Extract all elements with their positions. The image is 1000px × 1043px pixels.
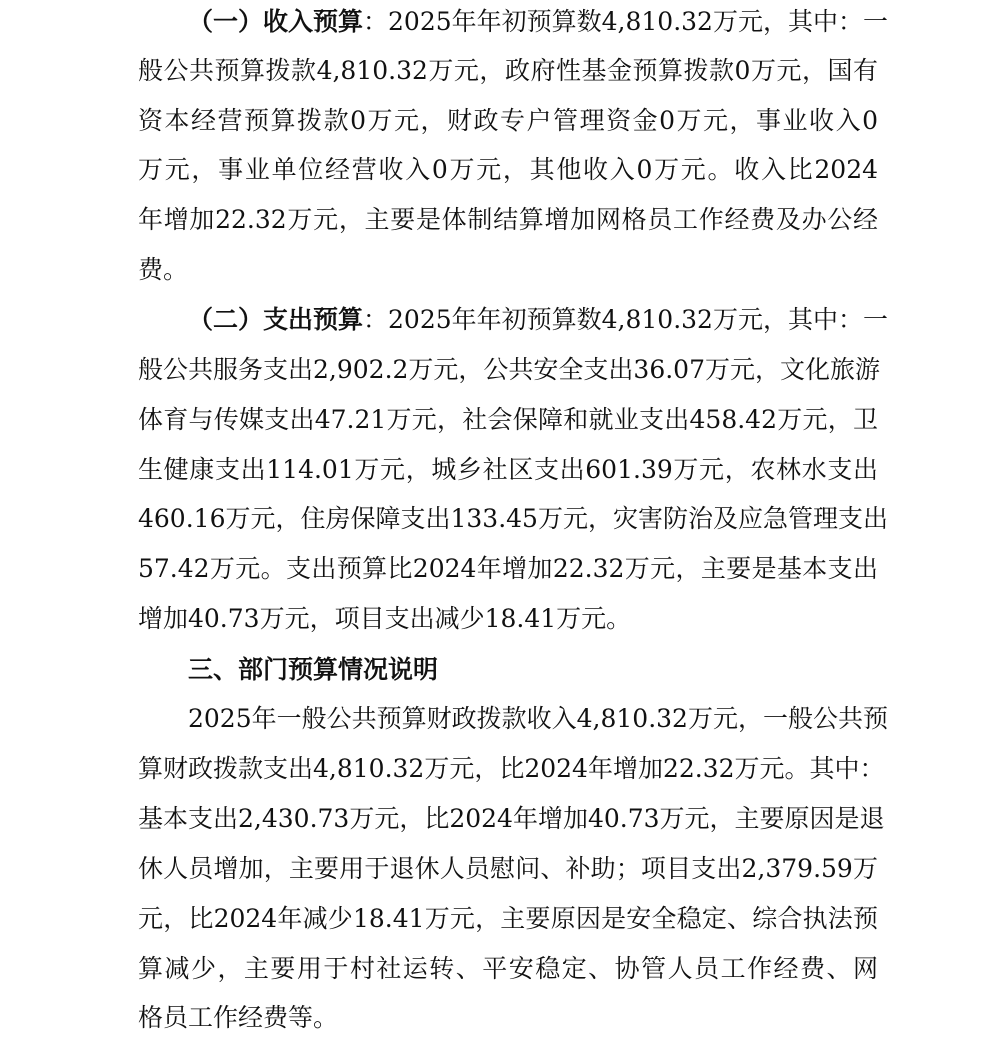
income-budget-line-2: 般公共预算拨款4,810.32万元，政府性基金预算拨款0万元，国有	[138, 56, 878, 85]
expenditure-budget-line-4: 生健康支出114.01万元，城乡社区支出601.39万元，农林水支出	[138, 455, 878, 484]
income-budget-label: （一）收入预算	[188, 7, 364, 36]
expenditure-budget-line-3: 体育与传媒支出47.21万元，社会保障和就业支出458.42万元，卫	[138, 405, 878, 434]
income-budget-text: ：2025年年初预算数4,810.32万元，其中：一	[363, 7, 888, 36]
dept-budget-line-1: 2025年一般公共预算财政拨款收入4,810.32万元，一般公共预	[188, 704, 888, 733]
dept-budget-line-2: 算财政拨款支出4,810.32万元，比2024年增加22.32万元。其中：	[138, 754, 885, 783]
expenditure-budget-line-2: 般公共服务支出2,902.2万元，公共安全支出36.07万元，文化旅游	[138, 355, 880, 384]
dept-budget-line-3: 基本支出2,430.73万元，比2024年增加40.73万元，主要原因是退	[138, 804, 885, 833]
expenditure-budget-line-5: 460.16万元，住房保障支出133.45万元，灾害防治及应急管理支出	[138, 504, 888, 533]
income-budget-line-5: 年增加22.32万元，主要是体制结算增加网格员工作经费及办公经	[138, 205, 878, 234]
expenditure-budget-text: ：2025年年初预算数4,810.32万元，其中：一	[363, 305, 888, 334]
expenditure-budget-line-1	[188, 295, 888, 345]
dept-budget-line-5: 元，比2024年减少18.41万元，主要原因是安全稳定、综合执法预	[138, 904, 878, 933]
income-budget-line-6: 费。	[138, 255, 189, 284]
expenditure-budget-label: （二）支出预算	[188, 305, 364, 334]
expenditure-budget-line-7: 增加40.73万元，项目支出减少18.41万元。	[138, 604, 632, 633]
income-budget-line-4: 万元，事业单位经营收入0万元，其他收入0万元。收入比2024	[138, 155, 878, 184]
dept-budget-line-6: 算减少，主要用于村社运转、平安稳定、协管人员工作经费、网	[138, 954, 878, 983]
expenditure-budget-line-6: 57.42万元。支出预算比2024年增加22.32万元，主要是基本支出	[138, 554, 878, 583]
section-heading: 三、部门预算情况说明	[188, 655, 439, 684]
income-budget-line-1	[188, 0, 888, 47]
dept-budget-line-4: 休人员增加，主要用于退休人员慰问、补助；项目支出2,379.59万	[138, 854, 878, 883]
income-budget-line-3: 资本经营预算拨款0万元，财政专户管理资金0万元，事业收入0	[138, 106, 878, 135]
dept-budget-line-7: 格员工作经费等。	[138, 1003, 339, 1032]
